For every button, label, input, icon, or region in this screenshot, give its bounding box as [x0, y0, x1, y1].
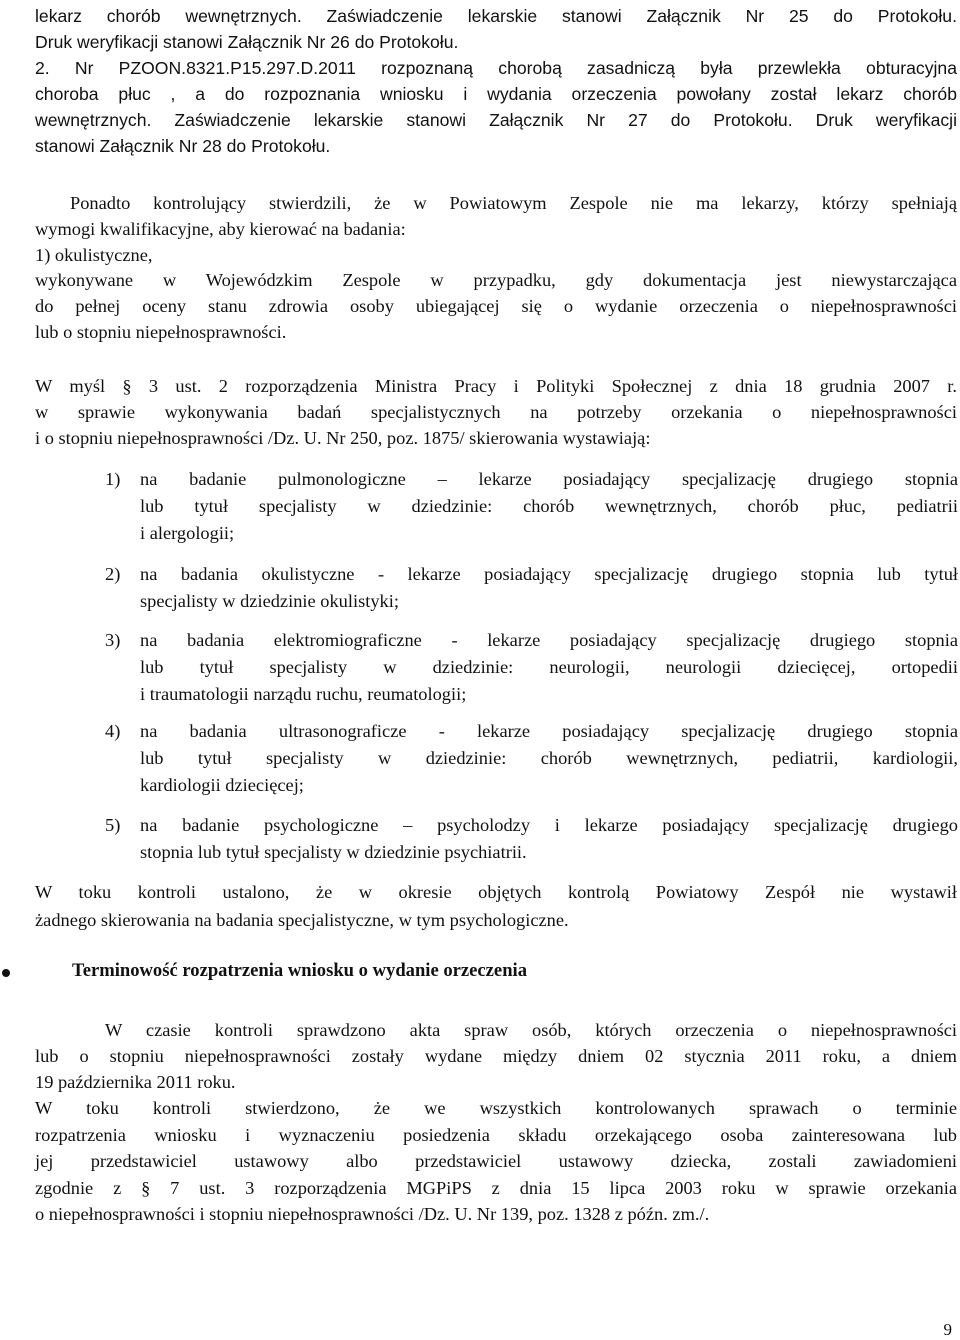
text-line: lub o stopniu niepełnosprawności. — [35, 321, 287, 342]
text-line: W czasie kontroli sprawdzono akta spraw osób, których orzeczenia o niepełnosprawności — [105, 1020, 957, 1040]
text-line: rozpatrzenia wniosku i wyznaczeniu posiedzenia składu orzekającego osoba zainteresowana lub — [35, 1124, 957, 1145]
text-line: lub tytuł specjalisty w dziedzinie: neurologii, neurologii dziecięcej, ortopedii — [140, 657, 958, 677]
text-line: Druk weryfikacji stanowi Załącznik Nr 26 do Protokołu. — [35, 32, 459, 52]
text-line: zgodnie z § 7 ust. 3 rozporządzenia MGPiPS z dnia 15 lipca 2003 roku w sprawie orzekania — [35, 1177, 957, 1198]
text-line: na badanie psychologiczne – psycholodzy i lekarze posiadający specjalizację drugiego — [140, 815, 958, 835]
text-line: w sprawie wykonywania badań specjalistycznych na potrzeby orzekania o niepełnosprawności — [35, 402, 957, 422]
text-line: i traumatologii narządu ruchu, reumatologii; — [140, 684, 467, 704]
list-item-number: 2) — [105, 564, 121, 584]
text-line: jej przedstawiciel ustawowy albo przedstawiciel ustawowy dziecka, zostali zawiadomieni — [35, 1151, 957, 1172]
text-line: 2. Nr PZOON.8321.P15.297.D.2011 rozpoznaną chorobą zasadniczą była przewlekła obturacyjna — [35, 58, 957, 78]
text-line: 1) okulistyczne, — [35, 244, 153, 265]
text-line: żadnego skierowania na badania specjalistyczne, w tym psychologiczne. — [35, 910, 569, 930]
paragraph-w-toku-ustalono — [35, 878, 957, 934]
text-line: i o stopniu niepełnosprawności /Dz. U. Nr 250, poz. 1875/ skierowania wystawiają: — [35, 428, 651, 448]
text-line: na badania ultrasonograficze - lekarze posiadający specjalizację drugiego stopnia — [140, 721, 958, 741]
text-line: stanowi Załącznik Nr 28 do Protokołu. — [35, 136, 331, 156]
text-line: na badania elektromiograficzne - lekarze posiadający specjalizację drugiego stopnia — [140, 630, 958, 650]
text-line: na badania okulistyczne - lekarze posiadający specjalizację drugiego stopnia lub tytuł — [140, 564, 958, 584]
text-line: do pełnej oceny stanu zdrowia osoby ubiegającej się o wydanie orzeczenia o niepełnosprawności — [35, 296, 957, 317]
text-line: na badanie pulmonologiczne – lekarze posiadający specjalizację drugiego stopnia — [140, 469, 958, 489]
text-line: choroba płuc , a do rozpoznania wniosku i wydania orzeczenia powołany został lekarz chorób — [35, 84, 957, 104]
paragraph-w-mysl — [35, 373, 957, 451]
section-heading: Terminowość rozpatrzenia wniosku o wydanie orzeczenia — [72, 960, 527, 981]
text-line: wewnętrznych. Zaświadczenie lekarskie stanowi Załącznik Nr 27 do Protokołu. Druk weryfikacji — [35, 110, 957, 130]
text-line: i alergologii; — [140, 523, 235, 543]
paragraph-w-toku-stwierdzono — [35, 1095, 957, 1228]
text-line: o niepełnosprawności i stopniu niepełnosprawności /Dz. U. Nr 139, poz. 1328 z późn. zm./. — [35, 1204, 710, 1225]
text-line: specjalisty w dziedzinie okulistyki; — [140, 591, 399, 611]
text-line: W toku kontroli ustalono, że w okresie objętych kontrolą Powiatowy Zespół nie wystawił — [35, 882, 957, 902]
text-line: lub tytuł specjalisty w dziedzinie: chorób wewnętrznych, chorób płuc, pediatrii — [140, 496, 958, 516]
intro-paragraph — [35, 3, 957, 159]
text-line: stopnia lub tytuł specjalisty w dziedzinie psychiatrii. — [140, 842, 527, 862]
bullet-icon — [2, 969, 10, 977]
text-line: W toku kontroli stwierdzono, że we wszystkich kontrolowanych sprawach o terminie — [35, 1098, 957, 1118]
text-line: lekarz chorób wewnętrznych. Zaświadczenie lekarskie stanowi Załącznik Nr 25 do Protokołu. — [35, 6, 957, 26]
list-item-number: 5) — [105, 815, 121, 835]
text-line: W myśl § 3 ust. 2 rozporządzenia Ministra Pracy i Polityki Społecznej z dnia 18 grudnia 2007 r. — [35, 376, 957, 396]
text-line: wykonywane w Wojewódzkim Zespole w przypadku, gdy dokumentacja jest niewystarczająca — [35, 270, 957, 291]
text-line: Ponadto kontrolujący stwierdzili, że w Powiatowym Zespole nie ma lekarzy, którzy spełniają — [70, 193, 957, 213]
text-line: lub tytuł specjalisty w dziedzinie: chorób wewnętrznych, pediatrii, kardiologii, — [140, 748, 958, 768]
page-number: 9 — [943, 1320, 952, 1339]
text-line: 19 października 2011 roku. — [35, 1072, 236, 1092]
text-line: lub o stopniu niepełnosprawności zostały wydane między dniem 02 stycznia 2011 roku, a dniem — [35, 1046, 957, 1066]
text-line: kardiologii dziecięcej; — [140, 775, 304, 795]
paragraph-w-czasie — [35, 1017, 957, 1095]
list-item-number: 1) — [105, 469, 121, 489]
list-item-number: 3) — [105, 630, 121, 650]
text-line: wymogi kwalifikacyjne, aby kierować na badania: — [35, 218, 406, 239]
paragraph-ponadto — [35, 191, 957, 346]
list-item-number: 4) — [105, 721, 121, 741]
